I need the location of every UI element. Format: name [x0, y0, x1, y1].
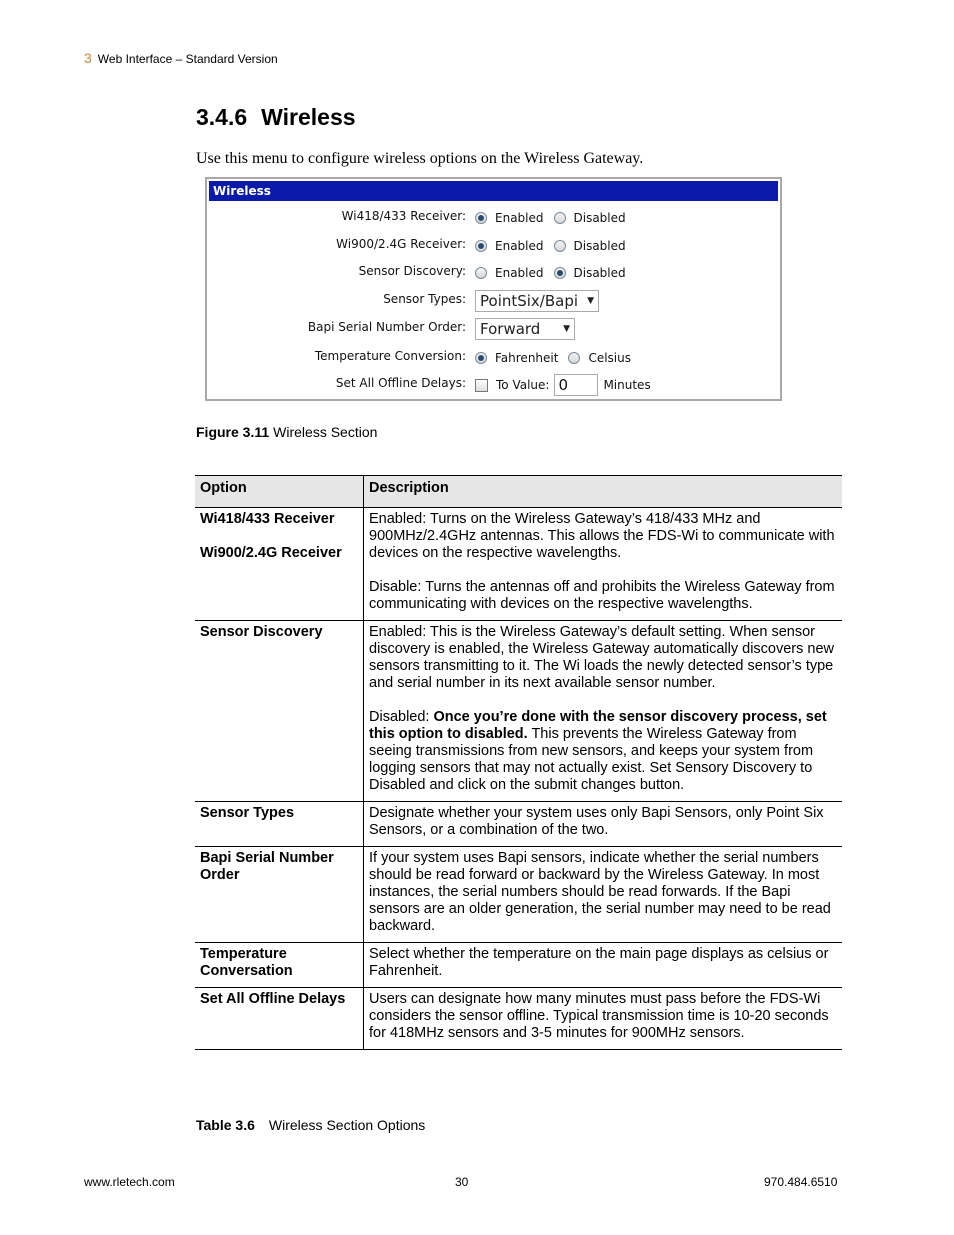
option-description: Disabled: Once you’re done with the sensor discovery process, set this option to disabled. This prevents the Wireless Gateway from seeing transmissions from new sensors, and keeps your system from logging sensors that may not actually exist. Set Sensory Discovery to Disabled and click on the submit changes button.: [369, 709, 827, 793]
option-description: Enabled: This is the Wireless Gateway’s default setting. When sensor discovery is enabled, the Wireless Gateway automatically discovers new sensors transmitting to it. The Wi loads the newly detected sensor’s type and serial number in its next available sensor number.: [369, 624, 835, 691]
disabled-radio[interactable]: [554, 240, 566, 252]
footer-page-number: 30: [455, 1175, 469, 1189]
radio-label: Celsius: [588, 351, 631, 365]
dropdown-arrow-icon: ▼: [587, 296, 594, 306]
table-row: [195, 621, 842, 802]
temperature-conversion-row: [207, 347, 780, 369]
description-header: Description: [364, 476, 843, 508]
option-name: Wi418/433 Receiver: [200, 511, 335, 527]
serial-order-row: [207, 318, 780, 340]
enabled-radio[interactable]: [475, 267, 487, 279]
radio-label: Fahrenheit: [495, 351, 559, 365]
option-header: Option: [195, 476, 364, 508]
field-label: Wi418/433 Receiver:: [341, 209, 466, 223]
to-value-label: To Value:: [496, 378, 550, 392]
section-heading: [196, 104, 356, 131]
sensor-types-select[interactable]: [475, 290, 599, 312]
radio-label: Enabled: [495, 211, 544, 225]
option-name: Set All Offline Delays: [195, 988, 364, 1050]
dropdown-arrow-icon: ▼: [563, 324, 570, 334]
table-row: [195, 847, 842, 943]
option-name: Wi900/2.4G Receiver: [200, 545, 342, 561]
disabled-radio[interactable]: [554, 267, 566, 279]
option-description: Users can designate how many minutes must pass before the FDS-Wi considers the sensor offline. Typical transmission time is 10-20 seconds for 418MHz sensors and 3-5 minutes for 900MHz sensors.: [364, 988, 843, 1050]
table-row: [195, 943, 842, 988]
table-caption-text: Wireless Section Options: [268, 1117, 426, 1133]
enabled-radio[interactable]: [475, 212, 487, 224]
field-label: Temperature Conversion:: [314, 349, 466, 363]
sensor-discovery-row: [207, 262, 780, 284]
option-name: Temperature Conversation: [195, 943, 364, 988]
radio-label: Enabled: [495, 266, 544, 280]
table-row: [195, 508, 842, 621]
wi900-receiver-row: [207, 235, 780, 257]
option-description: If your system uses Bapi sensors, indicate whether the serial numbers should be read forward or backward by the Wireless Gateway. In most instances, the serial numbers should be read forwards. If the Bapi sensors are an older generation, the serial number may need to be read backward.: [364, 847, 843, 943]
footer-phone: 970.484.6510: [764, 1175, 838, 1189]
field-label: Wi900/2.4G Receiver:: [336, 237, 466, 251]
wireless-settings-panel: [205, 177, 782, 401]
offline-delays-checkbox[interactable]: [475, 379, 488, 392]
field-label: Bapi Serial Number Order:: [307, 320, 466, 334]
figure-caption: [196, 424, 377, 440]
radio-label: Disabled: [573, 266, 626, 280]
option-description: Select whether the temperature on the main page displays as celsius or Fahrenheit.: [364, 943, 843, 988]
offline-delays-row: [207, 374, 780, 396]
minutes-label: Minutes: [603, 378, 651, 392]
fahrenheit-radio[interactable]: [475, 352, 487, 364]
table-header-row: [195, 476, 842, 508]
option-name: Sensor Types: [195, 802, 364, 847]
field-label: Sensor Discovery:: [358, 264, 466, 278]
chapter-title: Web Interface – Standard Version: [97, 52, 278, 66]
figure-label: Figure 3.11: [196, 424, 270, 440]
table-row: [195, 802, 842, 847]
celsius-radio[interactable]: [568, 352, 580, 364]
sensor-types-row: [207, 290, 780, 312]
option-name: Bapi Serial Number Order: [195, 847, 364, 943]
wireless-options-table: [195, 475, 842, 1050]
option-description: Disable: Turns the antennas off and prohibits the Wireless Gateway from communicating with devices on the respective wavelengths.: [369, 579, 835, 612]
emphasis-text: Once you’re done with the sensor discovery process, set this option to disabled.: [369, 709, 827, 742]
table-label: Table 3.6: [196, 1117, 255, 1133]
figure-text: Wireless Section: [273, 424, 378, 440]
running-header: [84, 50, 278, 66]
select-value: PointSix/Bapi: [480, 292, 579, 310]
wi418-receiver-row: [207, 207, 780, 229]
table-caption: [196, 1117, 425, 1133]
section-title: Wireless: [261, 104, 356, 130]
table-row: [195, 988, 842, 1050]
radio-label: Disabled: [573, 211, 626, 225]
intro-paragraph: Use this menu to configure wireless options on the Wireless Gateway.: [196, 150, 644, 167]
enabled-radio[interactable]: [475, 240, 487, 252]
panel-title: Wireless: [209, 181, 778, 201]
chapter-number: 3: [84, 50, 92, 66]
option-description: Enabled: Turns on the Wireless Gateway’s 418/433 MHz and 900MHz/2.4GHz antennas. This allows the FDS-Wi to communicate with devices on the respective wavelengths.: [369, 511, 835, 561]
offline-minutes-input[interactable]: 0: [554, 374, 598, 396]
section-number: 3.4.6: [196, 104, 248, 130]
radio-label: Enabled: [495, 239, 544, 253]
field-label: Sensor Types:: [383, 292, 466, 306]
option-description: Designate whether your system uses only Bapi Sensors, only Point Six Sensors, or a combination of the two.: [364, 802, 843, 847]
disabled-radio[interactable]: [554, 212, 566, 224]
select-value: Forward: [480, 320, 541, 338]
radio-label: Disabled: [573, 239, 626, 253]
footer-website: www.rletech.com: [84, 1175, 175, 1189]
serial-order-select[interactable]: [475, 318, 575, 340]
option-name: Sensor Discovery: [195, 621, 364, 802]
field-label: Set All Offline Delays:: [335, 376, 466, 390]
